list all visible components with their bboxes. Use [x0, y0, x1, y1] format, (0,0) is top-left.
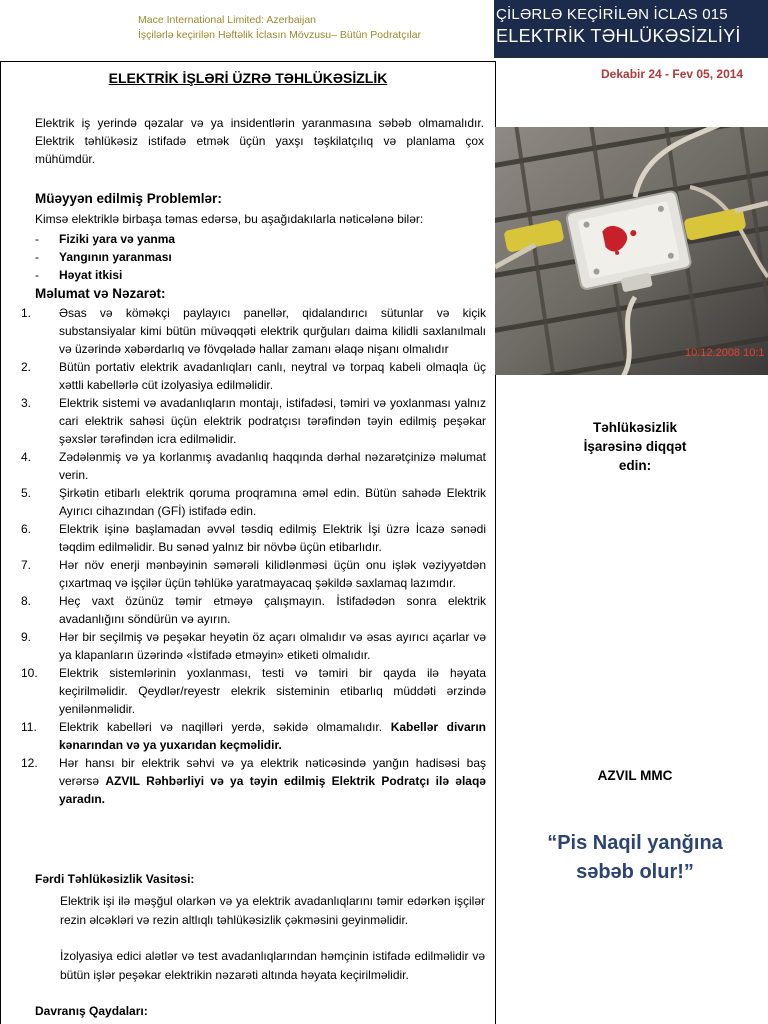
list-item: 10. Elektrik sistemlərinin yoxlanması, testi və təmiri bir qayda ilə həyata keçirilməlidir. Qeydlər/reyestr elekrik sisteminin etibarlıq müddəti ərzində yenilənməlidir.	[21, 666, 486, 716]
list-item: - Fiziki yara və yanma	[35, 232, 176, 246]
company-name: AZVIL MMC	[597, 768, 673, 783]
list-item: 8. Heç vaxt özünüz təmir etməyə çalışmayın. İstifadədən sonra elektrik avadanlığını söndürün və ayırın.	[21, 594, 486, 626]
ppe-heading: Fərdi Təhlükəsizlik Vasitəsi:	[35, 872, 195, 886]
list-item: - Yangının yaranması	[35, 250, 172, 264]
ppe-paragraph: Elektrik işi ilə məşğul olarkən və ya elektrik avadanlıqlarını təmir edərkən işçilər rezin əlcəkləri və rezin altlıqlı təhlükəsizlik çəkməsini geyinməlidir.	[60, 894, 485, 927]
safety-quote: “Pis Naqil yanğına səbəb olur!”	[547, 832, 723, 883]
org-name: Mace International Limited: Azerbaijan	[138, 14, 317, 26]
control-list	[21, 304, 486, 808]
control-heading: Məlumat və Nəzarət:	[35, 286, 166, 301]
date-range: Dekabir 24 - Fev 05, 2014	[601, 67, 744, 81]
behaviour-heading: Davranış Qaydaları:	[35, 1004, 148, 1018]
intro-paragraph: Elektrik iş yerində qəzalar və ya insidentlərin yaranmasına səbəb olmamalıdır. Elektrik təhlükəsiz istifadə etmək üçün yaxşı təşkilatçılıq və planlama çox mühümdür.	[35, 116, 484, 166]
list-item: 5. Şirkətin etibarlı elektrik qoruma proqramına əməl edin. Bütün sahədə Elektrik Ayırıcı cihazından (GFİ) istifadə edin.	[21, 486, 486, 518]
document-title: ELEKTRİK İŞLƏRİ ÜZRƏ TƏHLÜKƏSİZLİK	[108, 70, 388, 86]
list-item: 12. Hər hansı bir elektrik səhvi və ya elektrik nəticəsində yanğın hadisəsi baş verərsə AZVIL Rəhbərliyi və ya təyin edilmiş Elektrik Podratçı ilə əlaqə yaradın.	[21, 756, 486, 806]
list-item: 4. Zədələnmiş və ya korlanmış avadanlıq haqqında dərhal nəzarətçinizə məlumat verin.	[21, 450, 486, 482]
ppe-paragraph: İzolyasiya edici alətlər və test avadanlıqlarından həmçinin istifadə edilməlidir və bütün işlər peşəkar elektrikin nəzarəti altında həyata keçirilməlidir.	[60, 949, 485, 982]
list-item: 11. Elektrik kabelləri və naqilləri yerdə, səkidə olmamalıdır. Kabellər divarın kənarından və ya yuxarıdan keçməlidir.	[21, 720, 486, 752]
banner-title: ELEKTRİK TƏHLÜKƏSİZLİYİ	[496, 26, 741, 46]
list-item: 6. Elektrik işinə başlamadan əvvəl təsdiq edilmiş Elektrik İşi üzrə İcazə sənədi təqdim edilməlidir. Bu sənəd yalnız bir növbə üçün etibarlıdır.	[21, 522, 486, 554]
list-item: 3. Elektrik sistemi və avadanlıqların montajı, istifadəsi, təmiri və yoxlanması yalnız cari elektrik sahəsi üçün elektrik podratçısı tərəfindən təyin edilmiş peşəkar şəxslər tərəfindən icra edilməlidir.	[21, 396, 486, 446]
junction-box-photo	[495, 127, 768, 375]
junction-box-illustration	[495, 127, 768, 375]
main-content-box	[0, 61, 496, 1024]
list-item: - Həyat itkisi	[35, 268, 123, 282]
header-banner	[494, 0, 768, 58]
header-org-block	[138, 13, 421, 43]
list-item: 2. Bütün portativ elektrik avadanlıqları canlı, neytral və torpaq kabeli olmaqla üç xəttli kabellərlə cüt izolyasiya edilməlidir.	[21, 360, 486, 392]
banner-meeting-number: ÇİLƏRLƏ KEÇİRİLƏN İCLAS 015	[496, 6, 728, 23]
meeting-topic: İşçilərlə keçirilən Həftəlik İclasın Mövzusu– Bütün Podratçılar	[138, 29, 422, 41]
problems-lead: Kimsə elektriklə birbaşa təmas edərsə, bu aşağıdakılarla nəticələnə bilər:	[35, 212, 424, 226]
list-item: 9. Hər bir seçilmiş və peşəkar heyətin öz açarı olmalıdır və əsas ayırıcı açarlar və ya klapanların üzərində «İstifadə etməyin» etiketi olmalıdır.	[21, 630, 486, 662]
list-item: 1. Əsas və köməkçi paylayıcı panellər, qidalandırıcı sütunlar və kiçik substansiyalar kimi bütün müvəqqəti elektrik qurğuları daima kilidli saxlanılmalı və üzərində xəbərdarlıq və fövqəladə hallar zamanı əlaqə nişanı olmalıdır	[21, 306, 486, 356]
problems-list	[35, 230, 175, 284]
safety-notice: Təhlükəsizlik İşarəsinə diqqət edin:	[583, 420, 687, 473]
list-item: 7. Hər növ enerji mənbəyinin səmərəli kilidlənməsi üçün onu işlək vəziyyətdən çıxartmaq və işçilər üçün təhlükə yaratmayacaq şəkildə saxlamaq lazımdır.	[21, 558, 486, 590]
problems-heading: Müəyyən edilmiş Problemlər:	[35, 191, 222, 206]
photo-timestamp: 10.12.2008 10:1	[685, 347, 765, 359]
